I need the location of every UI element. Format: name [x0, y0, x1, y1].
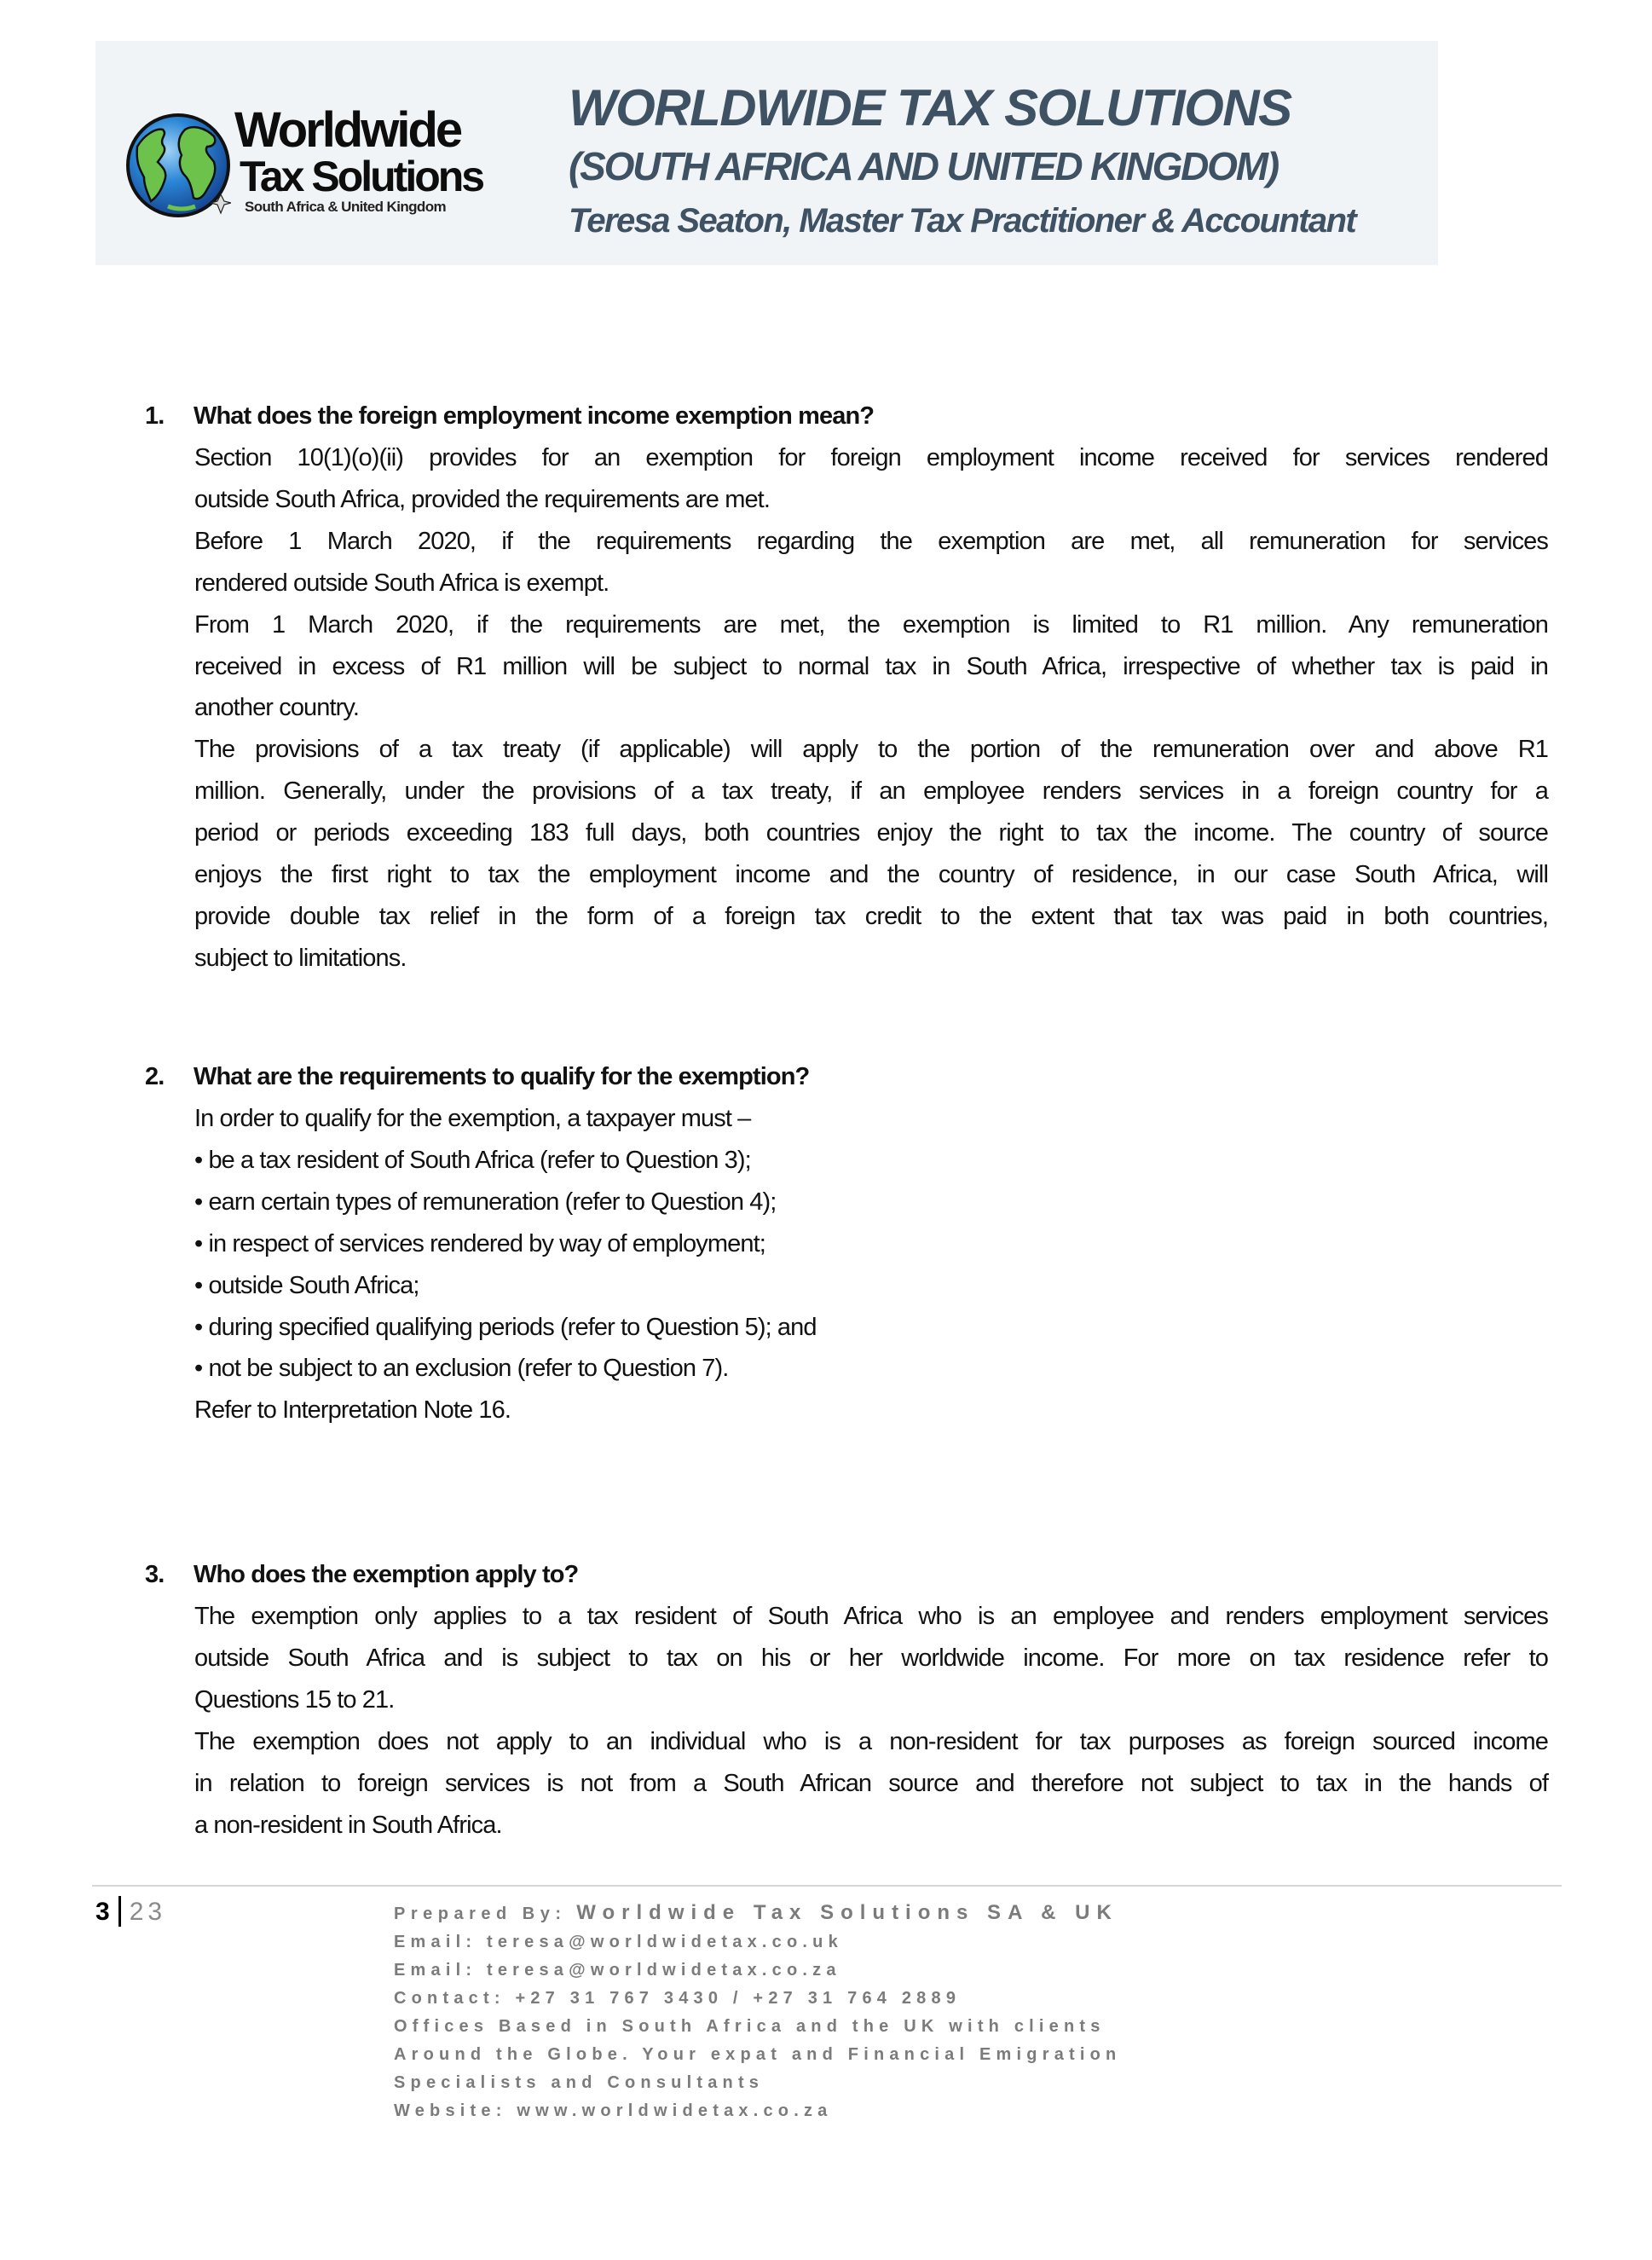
text-line: outside South Africa, provided the requirements are met. — [194, 485, 770, 513]
prepared-by-label: Prepared By: — [394, 1905, 567, 1923]
text-line: Before 1 March 2020, if the requirements regarding the exemption are met, all remuneration for services — [194, 527, 1548, 555]
email-za: Email: teresa@worldwidetax.co.za — [394, 1961, 841, 1980]
company-logo — [125, 102, 505, 218]
text-line: outside South Africa and is subject to tax on his or her worldwide income. For more on tax residence refer to — [194, 1644, 1548, 1672]
question-heading-1 — [145, 396, 874, 437]
document-subtitle: (SOUTH AFRICA AND UNITED KINGDOM) — [569, 144, 1278, 188]
text-line: in relation to foreign services is not from a South African source and therefore not subject to tax in the hands of — [194, 1769, 1548, 1797]
text-line: subject to limitations. — [194, 944, 407, 972]
logo-tagline: South Africa & United Kingdom — [245, 199, 447, 215]
bullet-item: • earn certain types of remuneration (refer to Question 4); — [194, 1188, 777, 1216]
page-number — [95, 1896, 166, 1928]
bullet-icon: • — [194, 1271, 203, 1299]
globe-icon — [125, 113, 231, 218]
logo-wordmark-tax-solutions: Tax Solutions — [240, 153, 483, 200]
text-line: enjoys the first right to tax the employment income and the country of residence, in our case South Africa, will — [194, 861, 1548, 889]
prepared-by-company: Worldwide Tax Solutions SA & UK — [576, 1901, 1118, 1924]
question-text: What are the requirements to qualify for the exemption? — [194, 1063, 810, 1090]
author-line: Teresa Seaton, Master Tax Practitioner & Accountant — [569, 202, 1356, 240]
answer-paragraph-1 — [194, 437, 1548, 980]
tagline-line: Around the Globe. Your expat and Financial Emigration — [394, 2045, 1122, 2064]
text-line: received in excess of R1 million will be subject to normal tax in South Africa, irrespective of whether tax is paid in — [194, 652, 1548, 680]
bullet-icon: • — [194, 1146, 203, 1174]
page-current: 3 — [95, 1898, 110, 1926]
page-total: 23 — [129, 1898, 167, 1926]
reference-line: Refer to Interpretation Note 16. — [194, 1396, 511, 1425]
bullet-icon: • — [194, 1188, 203, 1216]
question-heading-3 — [145, 1554, 578, 1596]
footer-divider — [92, 1885, 1562, 1887]
text-line: Section 10(1)(o)(ii) provides for an exemption for foreign employment income received for services rendered — [194, 444, 1548, 471]
bullet-item: • outside South Africa; — [194, 1271, 419, 1299]
website-line: Website: www.worldwidetax.co.za — [394, 2101, 833, 2120]
text-line: The exemption only applies to a tax resident of South Africa who is an employee and renders employment services — [194, 1603, 1548, 1630]
text-line: rendered outside South Africa is exempt. — [194, 569, 609, 597]
question-text: Who does the exemption apply to? — [194, 1561, 579, 1588]
logo-wordmark-worldwide: Worldwide — [234, 102, 461, 158]
question-number: 2. — [145, 1063, 165, 1090]
text-line: another country. — [194, 694, 360, 722]
email-uk: Email: teresa@worldwidetax.co.uk — [394, 1933, 843, 1951]
offices-line: Offices Based in South Africa and the UK with clients — [394, 2017, 1106, 2036]
text-line: The provisions of a tax treaty (if applicable) will apply to the portion of the remuneration over and above R1 — [194, 736, 1548, 764]
question-number: 3. — [145, 1561, 165, 1588]
bullet-icon: • — [194, 1355, 203, 1383]
text-line: period or periods exceeding 183 full days, both countries enjoy the right to tax the income. The country of source — [194, 819, 1548, 847]
text-line: a non-resident in South Africa. — [194, 1811, 502, 1839]
prepared-by-line — [394, 1899, 1121, 1928]
bullet-icon: • — [194, 1229, 203, 1257]
intro-line: In order to qualify for the exemption, a taxpayer must – — [194, 1105, 751, 1132]
contact-phone: Contact: +27 31 767 3430 / +27 31 764 2889 — [394, 1989, 962, 2008]
text-line: The exemption does not apply to an individual who is a non-resident for tax purposes as foreign sourced income — [194, 1727, 1548, 1755]
document-title: WORLDWIDE TAX SOLUTIONS — [569, 79, 1291, 136]
bullet-icon: • — [194, 1313, 203, 1341]
bullet-item: • during specified qualifying periods (refer to Question 5); and — [194, 1313, 817, 1341]
text-line: provide double tax relief in the form of a foreign tax credit to the extent that tax was paid in both countries, — [194, 902, 1548, 930]
question-text: What does the foreign employment income exemption mean? — [194, 402, 875, 430]
specialists-line: Specialists and Consultants — [394, 2073, 765, 2092]
bullet-item: • be a tax resident of South Africa (refer to Question 3); — [194, 1146, 751, 1174]
text-line: million. Generally, under the provisions of a tax treaty, if an employee renders services in a foreign country for a — [194, 777, 1548, 806]
footer-contact-block — [394, 1899, 1121, 2125]
answer-paragraph-2 — [194, 1098, 1548, 1431]
text-line: From 1 March 2020, if the requirements are met, the exemption is limited to R1 million. Any remuneration — [194, 610, 1548, 639]
question-heading-2 — [145, 1056, 809, 1098]
bullet-item: • in respect of services rendered by way of employment; — [194, 1229, 765, 1257]
answer-paragraph-3 — [194, 1596, 1548, 1846]
bullet-item: • not be subject to an exclusion (refer to Question 7). — [194, 1355, 729, 1383]
text-line: Questions 15 to 21. — [194, 1685, 395, 1714]
page-separator — [118, 1896, 121, 1927]
question-number: 1. — [145, 402, 165, 430]
